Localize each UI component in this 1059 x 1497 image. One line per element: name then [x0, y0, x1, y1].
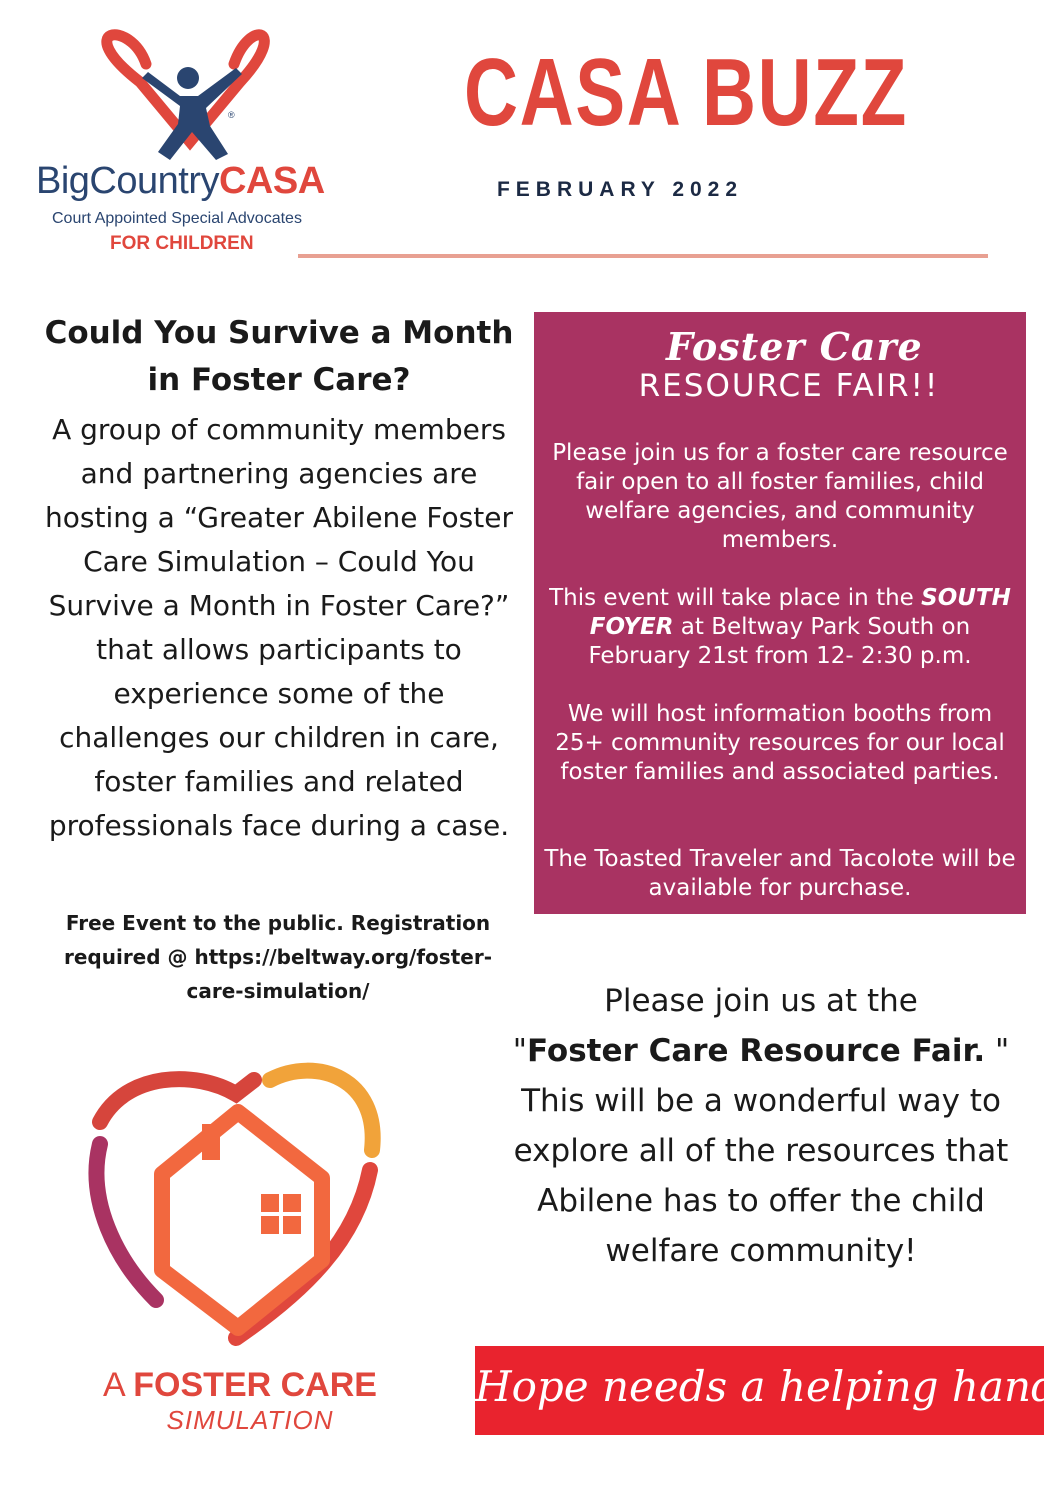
foster-care-simulation-heart-house-logo [86, 1060, 386, 1350]
simulation-logo-subtitle: SIMULATION [166, 1405, 334, 1435]
simulation-registration-note: Free Event to the public. Registration required @ https://beltway.org/foster-care-simulation/ [63, 911, 492, 1003]
newsletter-title: CASA BUZZ [464, 39, 908, 146]
org-name: BigCountryCASA [36, 160, 325, 202]
simulation-body: A group of community members and partnering agencies are hosting a “Greater Abilene Foster Care Simulation – Could You Survive a Month in Foster Care?” that allows participants to experience some of the challenges our children in care, foster families and related professionals face during a case. [45, 413, 513, 842]
invitation-line1: Please join us at the [604, 983, 918, 1019]
fair-paragraph-food: The Toasted Traveler and Tacolote will be available for purchase. [544, 846, 1016, 901]
header-divider [298, 254, 988, 258]
simulation-heading: Could You Survive a Month in Foster Care? [44, 315, 514, 398]
invitation-event-name: "Foster Care Resource Fair. " [512, 1033, 1010, 1069]
org-tagline: Court Appointed Special Advocates [52, 210, 302, 227]
simulation-logo-title: A FOSTER CARE [103, 1366, 377, 1404]
fair-paragraph-booths: We will host information booths from 25+ community resources for our local foster families and associated parties. [555, 701, 1005, 785]
svg-text:®: ® [228, 110, 235, 120]
resource-fair-box [534, 312, 1026, 914]
fair-script-title: Foster Care [666, 324, 923, 369]
fair-paragraph-invite: Please join us for a foster care resource fair open to all foster families, child welfare agencies, and community members. [552, 440, 1008, 553]
fair-title: RESOURCE FAIR!! [638, 368, 940, 404]
fair-invitation [486, 976, 1036, 1276]
fair-paragraph-location: This event will take place in the SOUTH FOYER at Beltway Park South on February 21st from 12- 2:30 p.m. [549, 585, 1011, 669]
hope-banner-text: Hope needs a helping hand [475, 1362, 1058, 1411]
invitation-line2: This will be a wonderful way to explore all of the resources that Abilene has to offer the child welfare community! [513, 1083, 1009, 1269]
org-tagline-children: FOR CHILDREN [110, 233, 254, 254]
newsletter-issue-date: FEBRUARY 2022 [496, 178, 744, 201]
hope-banner [475, 1346, 1058, 1435]
